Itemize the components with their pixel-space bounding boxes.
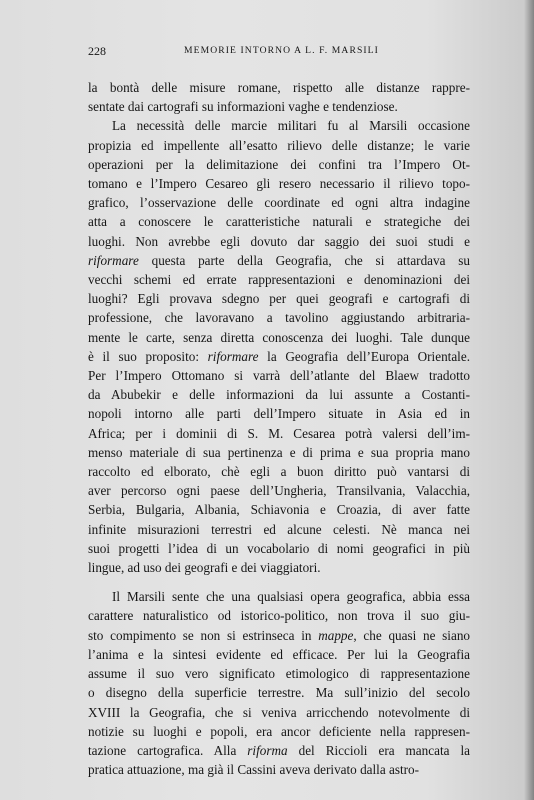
- text-line: atta a conoscere le caratteristiche naturali e strategiche dei: [88, 214, 470, 230]
- text-line: sto compimento se non si estrinseca in mappe, che quasi ne siano: [88, 627, 471, 643]
- body-text: [88, 78, 470, 779]
- text-line: assume il suo vero significato etimologico di rappresentazione: [88, 666, 470, 682]
- text-line: grafico, l’osservazione delle coordinate ed ogni altra indagine: [88, 195, 470, 211]
- text-line: pratica attuazione, ma già il Cassini aveva derivato dalla astro-: [88, 762, 420, 778]
- text-line: notizie su luoghi e popoli, era ancor deficiente nella rappresen-: [88, 723, 470, 739]
- page-number: 228: [88, 44, 106, 58]
- text-line: Il Marsili sente che una qualsiasi opera geografica, abbia essa: [112, 589, 470, 605]
- paragraph: [88, 116, 470, 577]
- text-line: la bontà delle misure romane, rispetto alle distanze rappre-: [88, 80, 470, 95]
- text-line: tomano e l’Impero Cesareo gli resero necessario il rilievo topo-: [88, 176, 470, 192]
- text-line: è il suo proposito: riformare la Geografia dell’Europa Orientale.: [88, 348, 470, 364]
- page-header: [88, 44, 470, 60]
- text-line: carattere naturalistico od istorico-politico, non trova il suo giu-: [88, 608, 470, 624]
- running-title: MEMORIE INTORNO A L. F. MARSILI: [184, 45, 379, 56]
- text-line: operazioni per la delimitazione dei confini tra l’Impero Ot-: [88, 156, 470, 172]
- text-line: o disegno della superficie terrestre. Ma sull’inizio del secolo: [88, 685, 470, 701]
- text-line: luoghi. Non avrebbe egli dovuto dar saggio dei suoi studi e: [88, 233, 470, 249]
- text-line: Africa; per i dominii di S. M. Cesarea potrà valersi dell’im-: [88, 425, 470, 441]
- text-line: tazione cartografica. Alla riforma del Riccioli era mancata la: [88, 742, 470, 758]
- text-line: mente le carte, senza diretta conoscenza dei luoghi. Tale dunque: [88, 329, 470, 345]
- text-line: aver percorso ogni paese dell’Ungheria, Transilvania, Valacchia,: [88, 483, 470, 499]
- text-line: suoi progetti l’idea di un vocabolario di nomi geografici in più: [88, 540, 470, 556]
- text-line: lingue, ad uso dei geografi e dei viaggiatori.: [88, 560, 321, 576]
- text-line: professione, che lavoravano a tavolino aggiustando arbitraria-: [88, 310, 470, 326]
- text-line: menso materiale di sua pertinenza e di prima e sua propria mano: [88, 444, 470, 460]
- text-line: propizia ed impellente all’esatto rilievo delle distanze; le varie: [88, 137, 470, 153]
- text-line: da Abubekir e delle informazioni da lui assunte a Costanti-: [88, 387, 470, 403]
- text-line: nopoli intorno alle parti dell’Impero situate in Asia ed in: [88, 406, 470, 422]
- text-line: XVIII la Geografia, che si veniva arricchendo notevolmente di: [88, 704, 470, 720]
- paragraph: [88, 587, 470, 779]
- text-line: Serbia, Bulgaria, Albania, Schiavonia e Croazia, di aver fatte: [88, 502, 470, 518]
- text-line: vecchi schemi ed errate rappresentazioni e denominazioni dei: [88, 272, 470, 288]
- text-line: infinite misurazioni terrestri ed alcune celesti. Nè manca nei: [88, 521, 470, 537]
- text-line: l’anima e la sintesi evidente ed efficace. Per lui la Geografia: [88, 646, 470, 662]
- text-line: La necessità delle marcie militari fu al Marsili occasione: [112, 118, 470, 134]
- text-line: Per l’Impero Ottomano si varrà dell’atlante del Blaew tradotto: [88, 368, 470, 384]
- paragraph: [88, 78, 470, 116]
- text-line: sentate dai cartografi su informazioni vaghe e tendenziose.: [88, 99, 398, 115]
- text-line: luoghi? Egli provava sdegno per quei geografi e cartografi di: [88, 291, 470, 307]
- text-line: raccolto ed elborato, chè egli a buon diritto può vantarsi di: [88, 464, 470, 480]
- text-line: riformare questa parte della Geografia, che si attardava su: [88, 252, 470, 268]
